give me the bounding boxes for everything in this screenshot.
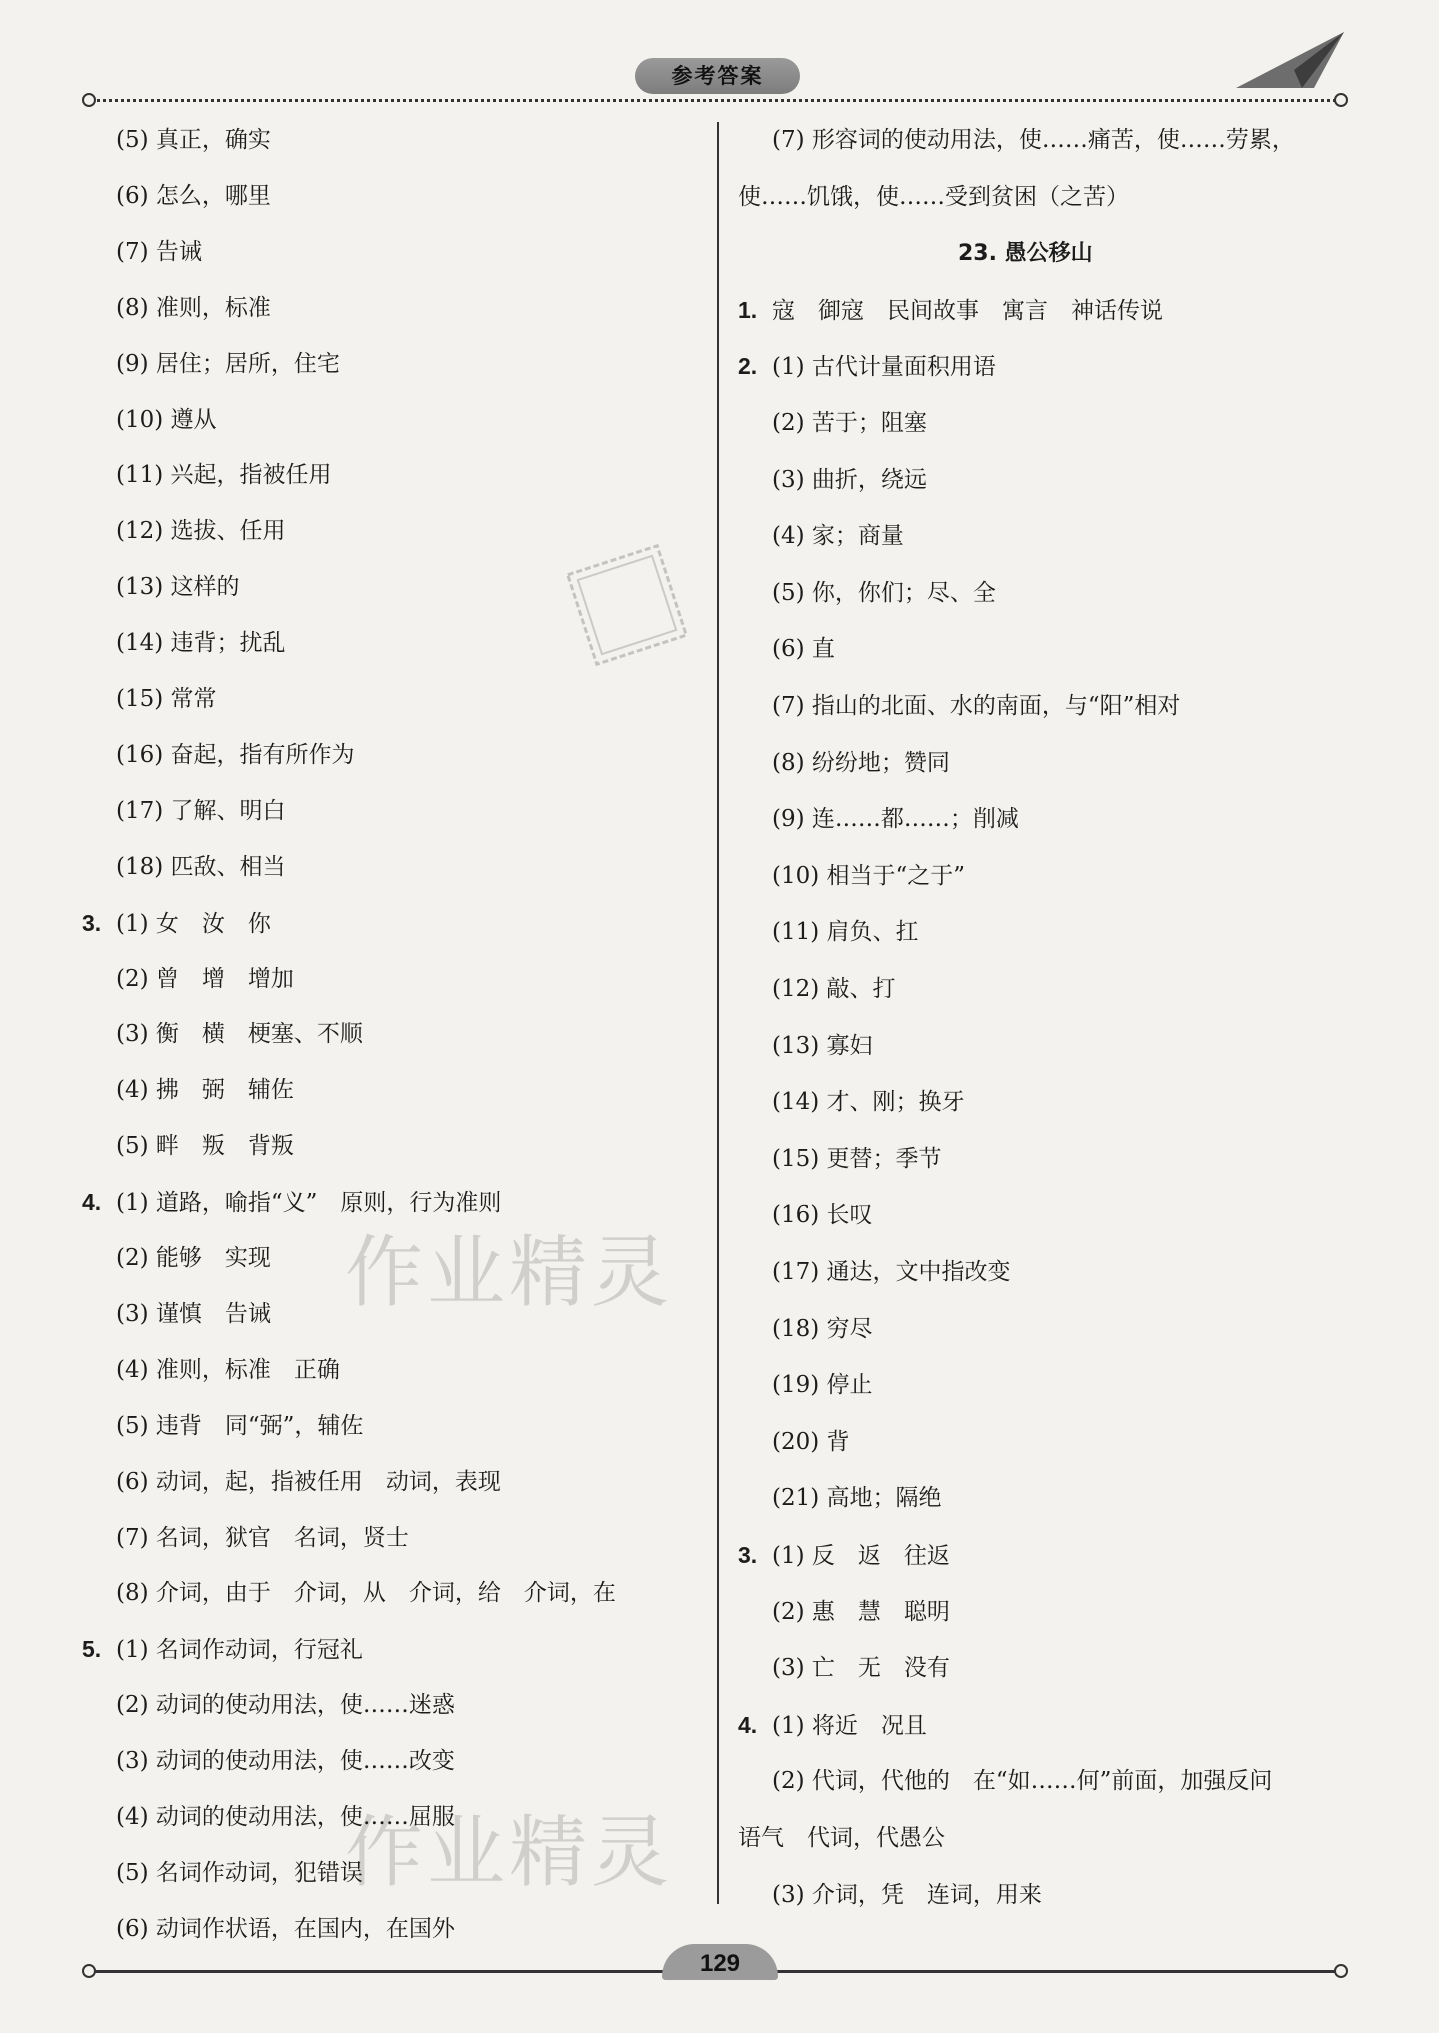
answer-line — [116, 1565, 616, 1621]
answer-text: (8) 准则，标准 — [116, 294, 271, 321]
answer-text: (15) 常常 — [116, 686, 217, 712]
answer-text: (3) 曲折，绕远 — [772, 466, 927, 493]
answer-text: (7) 指山的北面、水的南面，与“阳”相对 — [772, 693, 1181, 719]
answer-line — [116, 1398, 363, 1454]
answer-text: (5) 畔 叛 背叛 — [116, 1133, 294, 1160]
answer-text: (6) 动词作状语，在国内，在国外 — [116, 1915, 455, 1942]
answer-text: (21) 高地；隔绝 — [772, 1485, 942, 1512]
answer-text: (2) 动词的使动用法，使……迷惑 — [116, 1692, 455, 1719]
header-line-end-circle — [1334, 93, 1348, 107]
answer-line — [772, 1357, 873, 1413]
header-dotted-line — [92, 99, 1336, 102]
answer-text: (1) 反 返 往返 — [772, 1543, 950, 1569]
answer-line — [116, 1510, 409, 1566]
answer-line — [738, 1810, 945, 1866]
answer-line — [738, 338, 996, 394]
answer-line — [116, 1230, 271, 1286]
answer-line — [772, 1753, 1272, 1809]
answer-line — [116, 839, 286, 895]
watermark-text: 作业精灵 — [345, 1808, 674, 1898]
answer-text: (8) 纷纷地；赞同 — [772, 749, 950, 776]
answer-text: (7) 名词，狱官 名词，贤士 — [116, 1524, 409, 1551]
answer-line — [772, 452, 927, 508]
answer-text: (16) 长叹 — [772, 1202, 873, 1229]
footer-line-end-circle — [1334, 1964, 1348, 1978]
answer-text: 使……饥饿，使……受到贫困（之苦） — [738, 183, 1129, 210]
answer-text: (4) 家；商量 — [772, 523, 904, 550]
answer-line — [116, 392, 217, 448]
answer-line — [82, 895, 271, 951]
answer-text: (5) 真正，确实 — [116, 127, 271, 153]
answer-text: (2) 能够 实现 — [116, 1245, 271, 1271]
answer-text: (3) 谨慎 告诫 — [116, 1300, 271, 1327]
answer-line — [772, 1301, 873, 1357]
answer-text: (12) 敲、打 — [772, 976, 896, 1002]
answer-text: 语气 代词，代愚公 — [738, 1825, 945, 1851]
footer-line-end-circle — [82, 1964, 96, 1978]
question-number: 4. — [738, 1711, 758, 1738]
answer-line — [772, 791, 1019, 847]
answer-text: (10) 相当于“之于” — [772, 862, 966, 889]
answer-line — [116, 1677, 455, 1733]
answer-line — [772, 1470, 942, 1526]
answer-text: (18) 匹敌、相当 — [116, 853, 286, 880]
answer-text: (13) 这样的 — [116, 574, 240, 601]
answer-text: (1) 道路，喻指“义” 原则，行为准则 — [116, 1190, 502, 1217]
answer-text: (6) 直 — [772, 636, 835, 663]
question-number: 3. — [738, 1542, 758, 1568]
answer-text: (9) 居住；居所，住宅 — [116, 350, 340, 377]
section-title-text: 23. 愚公移山 — [958, 241, 1093, 267]
answer-line — [116, 559, 240, 615]
answer-text: (1) 将近 况且 — [772, 1712, 927, 1739]
question-number: 1. — [738, 296, 758, 323]
answer-text: (3) 亡 无 没有 — [772, 1655, 950, 1682]
answer-line — [116, 1006, 363, 1062]
answer-line — [116, 1901, 455, 1957]
answer-line — [772, 1244, 1011, 1300]
answer-text: (9) 连……都……；削减 — [772, 806, 1019, 833]
answer-line — [116, 1733, 455, 1789]
answer-text: (1) 名词作动词，行冠礼 — [116, 1637, 363, 1664]
column-divider — [717, 122, 719, 1904]
answer-line — [82, 1621, 363, 1677]
answer-text: (4) 准则，标准 正确 — [116, 1356, 340, 1383]
footer-line — [768, 1970, 1336, 1973]
watermark-stamp-icon — [558, 536, 697, 675]
answer-text: (10) 遵从 — [116, 406, 217, 433]
answer-line — [116, 727, 355, 783]
answer-line — [116, 1062, 294, 1118]
answer-line — [116, 671, 217, 727]
header-tab: 参考答案 — [635, 58, 800, 94]
answer-text: (3) 衡 横 梗塞、不顺 — [116, 1021, 363, 1048]
answer-text: (13) 寡妇 — [772, 1032, 873, 1059]
answer-text: (14) 违背；扰乱 — [116, 630, 286, 657]
answer-text: (7) 形容词的使动用法，使……痛苦，使……劳累， — [772, 127, 1295, 153]
answer-line — [82, 1174, 501, 1230]
question-number: 2. — [738, 353, 758, 380]
answer-line — [116, 280, 271, 336]
answer-text: (2) 惠 慧 聪明 — [772, 1598, 950, 1625]
answer-line — [772, 1187, 873, 1243]
answer-line — [772, 112, 1295, 168]
answer-line — [116, 615, 286, 671]
answer-line — [772, 735, 950, 791]
answer-text: (4) 拂 弼 辅佐 — [116, 1077, 294, 1104]
answer-text: (8) 介词，由于 介词，从 介词，给 介词，在 — [116, 1580, 616, 1607]
answer-line — [738, 169, 1129, 225]
answer-line — [116, 447, 332, 503]
answer-line — [116, 112, 271, 168]
section-title — [958, 225, 1093, 281]
answer-text: (1) 女 汝 你 — [116, 910, 271, 937]
answer-line — [772, 678, 1180, 734]
answer-line — [738, 1527, 950, 1583]
page-number: 129 — [699, 1950, 741, 1977]
question-number: 5. — [82, 1636, 102, 1663]
answer-text: 寇 御寇 民间故事 寓言 神话传说 — [772, 297, 1163, 324]
answer-text: (15) 更替；季节 — [772, 1145, 942, 1172]
answer-line — [116, 1845, 363, 1901]
paper-plane-icon — [1236, 30, 1346, 92]
answer-line — [772, 1018, 873, 1074]
answer-line — [772, 565, 996, 621]
answer-text: (3) 动词的使动用法，使……改变 — [116, 1748, 455, 1775]
answer-text: (17) 通达，文中指改变 — [772, 1259, 1011, 1285]
answer-line — [772, 961, 896, 1017]
answer-line — [116, 951, 294, 1007]
question-number: 3. — [82, 909, 102, 936]
answer-line — [116, 783, 286, 839]
answer-text: (14) 才、刚；换牙 — [772, 1089, 965, 1116]
header-line-end-circle — [82, 93, 96, 107]
answer-line — [772, 1414, 850, 1470]
answer-line — [116, 1118, 294, 1174]
answer-line — [772, 1131, 942, 1187]
answer-text: (12) 选拔、任用 — [116, 518, 286, 545]
answer-text: (18) 穷尽 — [772, 1315, 873, 1342]
answer-line — [772, 848, 965, 904]
question-number: 4. — [82, 1189, 102, 1216]
answer-text: (11) 肩负、扛 — [772, 919, 919, 946]
answer-text: (19) 停止 — [772, 1372, 873, 1399]
answer-line — [772, 1640, 950, 1696]
answer-text: (5) 名词作动词，犯错误 — [116, 1859, 363, 1886]
answer-line — [116, 168, 271, 224]
answer-text: (1) 古代计量面积用语 — [772, 354, 996, 381]
answer-line — [738, 1697, 927, 1753]
answer-line — [116, 1454, 501, 1510]
answer-text: (6) 动词，起，指被任用 动词，表现 — [116, 1468, 501, 1495]
answer-line — [116, 224, 202, 280]
answer-line — [116, 336, 340, 392]
answer-text: (4) 动词的使动用法，使……屈服 — [116, 1804, 455, 1830]
answer-line — [116, 1286, 271, 1342]
answer-text: (20) 背 — [772, 1428, 850, 1455]
answer-line — [772, 395, 927, 451]
watermark-text: 作业精灵 — [345, 1228, 674, 1318]
answer-line — [116, 1342, 340, 1398]
answer-line — [738, 282, 1163, 338]
answer-line — [772, 1074, 965, 1130]
answer-text: (2) 曾 增 增加 — [116, 965, 294, 992]
answer-line — [772, 1867, 1042, 1923]
answer-line — [772, 1584, 950, 1640]
answer-text: (2) 苦于；阻塞 — [772, 410, 927, 436]
answer-text: (6) 怎么，哪里 — [116, 182, 271, 209]
answer-text: (3) 介词，凭 连词，用来 — [772, 1881, 1042, 1908]
answer-line — [772, 508, 904, 564]
answer-text: (7) 告诫 — [116, 238, 202, 265]
answer-line — [772, 621, 835, 677]
answer-text: (5) 违背 同“弼”，辅佐 — [116, 1412, 364, 1439]
answer-line — [116, 503, 286, 559]
answer-text: (11) 兴起，指被任用 — [116, 462, 332, 489]
answer-text: (5) 你，你们；尽、全 — [772, 579, 996, 606]
footer-line — [92, 1970, 672, 1973]
answer-text: (2) 代词，代他的 在“如……何”前面，加强反问 — [772, 1768, 1273, 1795]
answer-text: (16) 奋起，指有所作为 — [116, 741, 355, 768]
answer-line — [772, 904, 919, 960]
answer-text: (17) 了解、明白 — [116, 797, 286, 824]
answer-line — [116, 1789, 455, 1845]
